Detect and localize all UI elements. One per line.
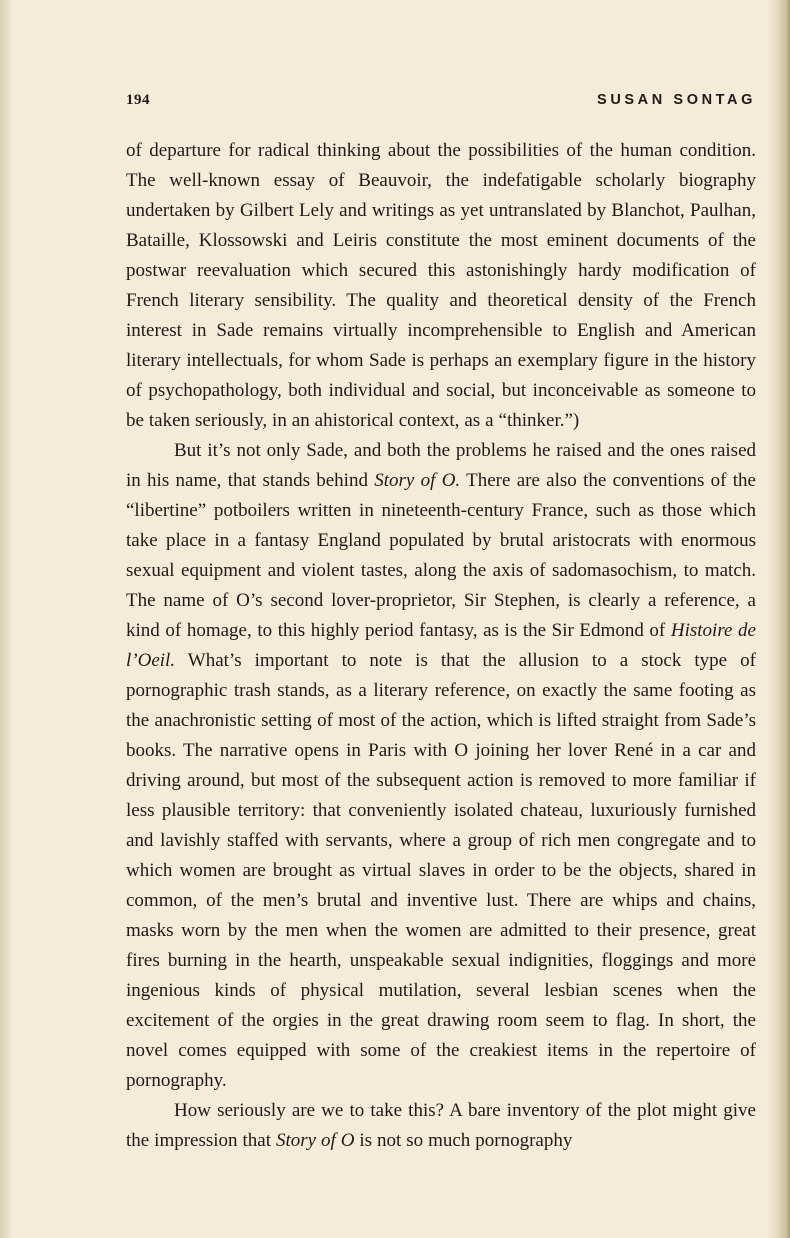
running-head-author: SUSAN SONTAG: [597, 92, 756, 108]
paragraph-text: is not so much pornography: [354, 1130, 573, 1151]
italic-title: Story of O.: [374, 470, 461, 491]
paragraph: [126, 136, 756, 436]
page-number: 194: [126, 92, 150, 108]
paragraph-text: What’s important to note is that the allusion to a stock type of pornographic trash stands, as a literary reference, on exactly the same footing as the anachronistic setting of most of the action, which is lifted straight from Sade’s books. The narrative opens in Paris with O joining her lover René in a car and driving around, but most of the subsequent action is removed to more familiar if less plausible territory: that conveniently isolated chateau, luxuriously furnished and lavishly staffed with servants, where a group of rich men congregate and to which women are brought as virtual slaves in order to be the objects, shared in common, of the men’s brutal and inventive lust. There are whips and chains, masks worn by the men when the women are admitted to their presence, great fires burning in the hearth, unspeakable sexual indignities, floggings and more ingenious kinds of physical mutilation, several lesbian scenes when the excitement of the orgies in the great drawing room seem to flag. In short, the novel comes equipped with some of the creakiest items in the repertoire of pornography.: [126, 650, 756, 1091]
italic-title: Histoire de l’Oeil.: [126, 620, 756, 671]
italic-title: Story of O: [275, 1130, 355, 1151]
running-head: [126, 92, 756, 116]
paragraph: [126, 436, 756, 1096]
page-edge-shadow: [768, 0, 790, 1238]
paragraph-text: But it’s not only Sade, and both the problems he raised and the ones raised in his name, that stands behind: [126, 440, 756, 491]
paragraph: [126, 1096, 756, 1156]
body-text: [126, 136, 756, 1156]
paragraph-text: How seriously are we to take this? A bare inventory of the plot might give the impression that: [126, 1100, 756, 1151]
paragraph-text: of departure for radical thinking about the possibilities of the human condition. The well-known essay of Beauvoir, the indefatigable scholarly biography undertaken by Gilbert Lely and writings as yet untranslated by Blanchot, Paulhan, Bataille, Klossowski and Leiris constitute the most eminent documents of the postwar reevaluation which secured this astonishingly hardy modification of French literary sensibility. The quality and theoretical density of the French interest in Sade remains virtually incomprehensible to English and American literary intellectuals, for whom Sade is perhaps an exemplary figure in the history of psychopathology, both individual and social, but inconceivable as someone to be taken seriously, in an ahistorical context, as a “thinker.”): [126, 140, 756, 431]
page-gutter-shadow: [0, 0, 14, 1238]
paragraph-text: There are also the conventions of the “libertine” potboilers written in nineteenth-century France, such as those which take place in a fantasy England populated by brutal aristocrats with enormous sexual equipment and violent tastes, along the axis of sadomasochism, to match. The name of O’s second lover-proprietor, Sir Stephen, is clearly a reference, a kind of homage, to this highly period fantasy, as is the Sir Edmond of: [126, 470, 756, 641]
